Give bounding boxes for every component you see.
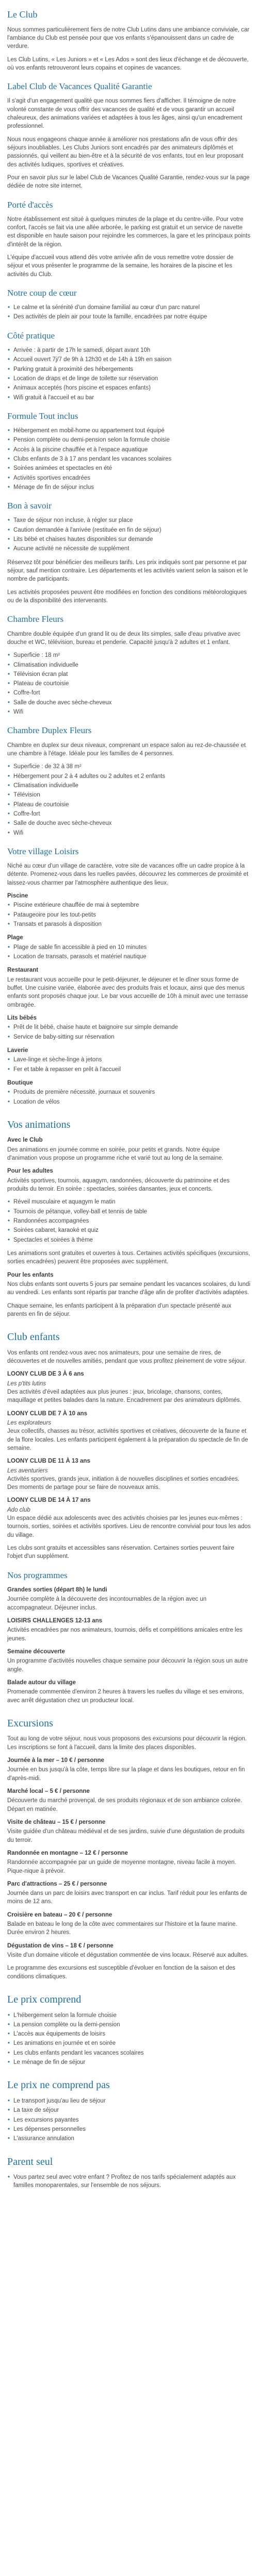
list-item: • Service de baby-sitting sur réservation: [7, 1033, 251, 1041]
prix-title: Le prix comprend: [7, 1994, 82, 2006]
club3-p: Activités sportives, grands jeux, initiation à de nouvelles disciplines et sorties encadrées. Des moments de partage pour se faire de nouveaux amis.: [7, 1476, 240, 1491]
animations-p3: Les animations sont gratuites et ouvertes à tous. Certaines activités spécifiques (excursions, sorties encadrées) peuvent être proposées avec supplément.: [7, 1250, 250, 1265]
prix-list: [7, 2011, 251, 2067]
pratique-title: Côté pratique: [7, 330, 55, 341]
programme-p2: Activités encadrées par nos animateurs, tournois, défis et compétitions amicales entre les jeunes.: [7, 1627, 243, 1642]
clubs-footer: Les clubs sont gratuits et accessibles sans réservation. Certaines sorties peuvent faire l'objet d'un supplément.: [7, 1545, 234, 1560]
chambre-fleurs-list: [7, 651, 251, 716]
excursions-title: Excursions: [7, 1717, 53, 1729]
chambre-duplex-list: [7, 762, 251, 837]
bonasavoir-list: [7, 516, 251, 553]
village-list-laverie: [7, 1056, 251, 1074]
excursion5-title: Parc d'attractions – 25 € / personne: [7, 1880, 107, 1887]
excursion6-p: Balade en bateau le long de la côte avec commentaires sur l'histoire et la faune marine. Durée environ 2 heures.: [7, 1921, 237, 1936]
list-item: • Lits bébé et chaises hautes disponibles sur demande: [7, 535, 251, 544]
list-item: • Ménage de fin de séjour inclus: [7, 483, 251, 492]
list-item: • Salle de douche avec sèche-cheveux: [7, 699, 251, 707]
offre-title: Notre coup de cœur: [7, 288, 77, 298]
list-item: • Le transport jusqu'au lieu de séjour: [7, 2097, 251, 2105]
club3-sub: Les aventuriers: [7, 1467, 48, 1474]
animations-title: Vos animations: [7, 1118, 71, 1130]
village-sub-lits: Lits bébés: [7, 1014, 37, 1021]
programme-sub4: Balade autour du village: [7, 1679, 76, 1686]
list-item: • Les dépenses personnelles: [7, 2125, 251, 2133]
animations-p1: Des animations en journée comme en soirée, pour petits et grands. Notre équipe d'animation vous propose un programme riche et varié tout au long de la semaine.: [7, 1146, 223, 1161]
animations-sub2: Pour les adultes: [7, 1168, 53, 1175]
list-item: • Le ménage de fin de séjour: [7, 2058, 251, 2066]
excursion3-p: Visite guidée d'un château médiéval et de ses jardins, suivie d'une dégustation de produits du terroir.: [7, 1828, 245, 1843]
excursion1-p: Journée en bus jusqu'à la côte, temps libre sur la plage et dans les boutiques, retour en fin d'après-midi.: [7, 1767, 245, 1782]
club3-title: LOONY CLUB DE 11 À 13 ans: [7, 1458, 90, 1465]
programme-sub2: LOISIRS CHALLENGES 12-13 ans: [7, 1617, 103, 1624]
club2-title: LOONY CLUB DE 7 À 10 ans: [7, 1410, 88, 1417]
offre-list: [7, 303, 251, 321]
porte-title: Porté d'accès: [7, 199, 53, 210]
list-item: • Accès à la piscine chauffée et à l'espace aquatique: [7, 446, 251, 454]
list-item: • Télévision écran plat: [7, 670, 251, 679]
excursion2-title: Marché local – 5 € / personne: [7, 1788, 90, 1794]
excursion4-p: Randonnée accompagnée par un guide de moyenne montagne, niveau facile à moyen. Pique-nique à prévoir.: [7, 1859, 236, 1874]
list-item: • Vous partez seul avec votre enfant ? Profitez de nos tarifs spécialement adaptés aux familles monoparentales, sur l'ensemble de nos séjours.: [7, 2173, 251, 2190]
programme-sub1: Grandes sorties (départ 8h) le lundi: [7, 1586, 107, 1593]
list-item: • Wifi gratuit à l'accueil et au bar: [7, 394, 251, 402]
list-item: • Les animations en journée et en soirée: [7, 2039, 251, 2047]
list-item: • Le calme et la sérénité d'un domaine familial au cœur d'un parc naturel: [7, 303, 251, 312]
list-item: • Produits de première nécessité, journaux et souvenirs: [7, 1088, 251, 1096]
club2-p: Jeux collectifs, chasses au trésor, activités sportives et créatives, découverte de la faune et de la flore locales. Les enfants participent également à la préparation du spectacle de fin de semaine.: [7, 1428, 248, 1451]
excursion5-p: Journée dans un parc de loisirs avec transport en car inclus. Tarif réduit pour les enfants de moins de 12 ans.: [7, 1890, 247, 1905]
label-p1: Il s'agit d'un engagement qualité que nous sommes fiers d'afficher. Il témoigne de notre volonté constante de vous offrir des vacances de qualité et de vous garantir un accueil chaleureux, des animations variées et adaptées à tous les âges, ainsi qu'un encadrement professionnel.: [7, 98, 243, 130]
excursion6-title: Croisière en bateau – 20 € / personne: [7, 1911, 112, 1918]
list-item: • Superficie : 18 m²: [7, 651, 251, 659]
list-item: • Aucune activité ne nécessite de supplément: [7, 545, 251, 553]
list-item: • Soirées animées et spectacles en été: [7, 464, 251, 472]
porte-p1: Notre établissement est situé à quelques minutes de la plage et du centre-ville. Pour votre confort, l'accès se fait via une allée arborée, le parking est gratuit et un service de navette est disponible en haute saison pour rejoindre les commerces, la gare et les principaux points d'intérêt de la région.: [7, 216, 251, 248]
programme-p3: Un programme d'activités nouvelles chaque semaine pour découvrir la région sous un autre angle.: [7, 1658, 248, 1673]
list-item: • Réveil musculaire et aquagym le matin: [7, 1198, 251, 1206]
list-item: • Randonnées accompagnées: [7, 1217, 251, 1225]
excursions-intro: Tout au long de votre séjour, nous vous proposons des excursions pour découvrir la région. Les inscriptions se font à l'accueil, dans la limite des places disponibles.: [7, 1736, 247, 1751]
list-item: • Transats et parasols à disposition: [7, 920, 251, 928]
chambre-fleurs-p: Chambre double équipée d'un grand lit ou de deux lits simples, salle d'eau privative avec douche et WC, télévision, bureau et penderie. Capacité jusqu'à 2 adultes et 1 enfant.: [7, 631, 240, 646]
animations-sub1: Avec le Club: [7, 1137, 43, 1144]
list-item: • Animaux acceptés (hors piscine et espaces enfants): [7, 384, 251, 392]
village-sub-boutique: Boutique: [7, 1079, 33, 1086]
club4-title: LOONY CLUB DE 14 À 17 ans: [7, 1497, 91, 1504]
list-item: • Plage de sable fin accessible à pied en 10 minutes: [7, 943, 251, 952]
list-item: • Tournois de pétanque, volley-ball et tennis de table: [7, 1208, 251, 1216]
list-item: • Des activités de plein air pour toute la famille, encadrées par notre équipe: [7, 313, 251, 321]
list-item: • Les clubs enfants pendant les vacances scolaires: [7, 2049, 251, 2057]
bonasavoir-p1: Réservez tôt pour bénéficier des meilleurs tarifs. Les prix indiqués sont par personne et par séjour, sauf mention contraire. Les départements et les activités varient selon la saison et le nombre de participants.: [7, 559, 248, 583]
list-item: • Hébergement en mobil-home ou appartement tout équipé: [7, 427, 251, 435]
formule-list: [7, 427, 251, 492]
bonasavoir-p2: Les activités proposées peuvent être modifiées en fonction des conditions météorologiques ou de la disponibilité des intervenants.: [7, 589, 247, 604]
excursion1-title: Journée à la mer – 10 € / personne: [7, 1757, 104, 1764]
list-item: • Arrivée : à partir de 17h le samedi, départ avant 10h: [7, 346, 251, 354]
prix-sans-list: [7, 2097, 251, 2143]
excursion4-title: Randonnée en montagne – 12 € / personne: [7, 1850, 128, 1856]
club2-sub: Les explorateurs: [7, 1419, 52, 1426]
list-item: • Superficie : de 32 à 38 m²: [7, 762, 251, 771]
village-p2: Le restaurant vous accueille pour le petit-déjeuner, le déjeuner et le dîner sous forme de buffet. Une cuisine variée, élaborée avec des produits frais et locaux, ainsi que des menus enfants sont proposés chaque jour. Le bar vous accueille de 10h à minuit avec une terrasse ombragée.: [7, 976, 248, 1008]
village-list-lits: [7, 1023, 251, 1041]
village-p1: Niché au cœur d'un village de caractère, votre site de vacances offre un cadre propice à la détente. Promenez-vous dans les ruelles pavées, découvrez les commerces de proximité et laissez-vous charmer par l'atmosphère authentique des lieux.: [7, 863, 249, 886]
list-item: • Lave-linge et sèche-linge à jetons: [7, 1056, 251, 1064]
list-item: • Soirées cabaret, karaoké et quiz: [7, 1226, 251, 1234]
list-item: • Hébergement pour 2 à 4 adultes ou 2 adultes et 2 enfants: [7, 772, 251, 781]
animations-sub3: Pour les enfants: [7, 1272, 54, 1278]
list-item: • Salle de douche avec sèche-cheveux: [7, 819, 251, 827]
list-item: • Les excursions payantes: [7, 2116, 251, 2124]
list-item: • La pension complète ou la demi-pension: [7, 2021, 251, 2029]
village-sub-piscine: Piscine: [7, 892, 28, 899]
excursion7-title: Dégustation de vins – 18 € / personne: [7, 1942, 114, 1949]
programme-p4: Promenade commentée d'environ 2 heures à travers les ruelles du village et ses environs, avec arrêt dégustation chez un producteur local.: [7, 1689, 244, 1704]
list-item: • Wifi: [7, 829, 251, 837]
intro-title: Le Club: [7, 9, 38, 20]
list-item: • Climatisation individuelle: [7, 782, 251, 790]
list-item: • Location de draps et de linge de toilette sur réservation: [7, 375, 251, 383]
list-item: • Wifi: [7, 708, 251, 716]
list-item: • Clubs enfants de 3 à 17 ans pendant les vacances scolaires: [7, 455, 251, 463]
list-item: • Pataugeoire pour les tout-petits: [7, 911, 251, 919]
animations-list: [7, 1198, 251, 1244]
intro-p2: Les Club Lutins, « Les Juniors » et « Les Ados » sont des lieux d'échange et de découverte, où vos enfants retrouveront leurs copains et copines de vacances.: [7, 56, 249, 71]
list-item: • L'assurance annulation: [7, 2134, 251, 2143]
label-title: Label Club de Vacances Qualité Garantie: [7, 81, 152, 92]
list-item: • Location de transats, parasols et matériel nautique: [7, 953, 251, 961]
programme-title: Nos programmes: [7, 1570, 68, 1580]
list-item: • Caution demandée à l'arrivée (restituée en fin de séjour): [7, 526, 251, 534]
programme-sub3: Semaine découverte: [7, 1648, 65, 1655]
club1-title: LOONY CLUB DE 3 À 6 ans: [7, 1371, 84, 1378]
clubs-p1: Vos enfants ont rendez-vous avec nos animateurs, pour une semaine de rires, de découvertes et de nouvelles amitiés, pendant que vous profitez pleinement de votre séjour.: [7, 1349, 246, 1364]
clubs-title: Club enfants: [7, 1331, 60, 1343]
animations-p5: Chaque semaine, les enfants participent à la préparation d'un spectacle présenté aux parents en fin de séjour.: [7, 1302, 232, 1317]
list-item: • Location de vélos: [7, 1098, 251, 1106]
village-sub-plage: Plage: [7, 935, 23, 941]
village-title: Votre village Loisirs: [7, 846, 79, 856]
list-item: • Plateau de courtoisie: [7, 801, 251, 809]
village-sub-laverie: Laverie: [7, 1047, 28, 1054]
list-item: • L'hébergement selon la formule choisie: [7, 2011, 251, 2020]
village-list-plage: [7, 943, 251, 961]
list-item: • Coffre-fort: [7, 810, 251, 818]
programme-p1: Journée complète à la découverte des incontournables de la région avec un accompagnateur. Déjeuner inclus.: [7, 1596, 207, 1611]
club4-p: Un espace dédié aux adolescents avec des activités choisies par les jeunes eux-mêmes : tournois, sorties, soirées et activités sportives. Lieu de rencontre convivial pour tous les ados du village.: [7, 1515, 251, 1538]
animations-p2: Activités sportives, tournois, aquagym, randonnées, découverte du patrimoine et des produits du terroir. En soirée : spectacles, soirées dansantes, jeux et concerts.: [7, 1177, 230, 1192]
list-item: • Fer et table à repasser en prêt à l'accueil: [7, 1065, 251, 1074]
prix-sans-title: Le prix ne comprend pas: [7, 2079, 110, 2091]
chambre-fleurs-title: Chambre Fleurs: [7, 614, 64, 624]
list-item: • Télévision: [7, 791, 251, 799]
list-item: • Coffre-fort: [7, 689, 251, 697]
club4-sub: Ado club: [7, 1506, 30, 1513]
animations-p4: Nos clubs enfants sont ouverts 5 jours par semaine pendant les vacances scolaires, du lundi au vendredi. Les enfants sont répartis par tranche d'âge afin de profiter d'activités adaptées.: [7, 1281, 251, 1296]
label-p2: Nous nous engageons chaque année à améliorer nos prestations afin de vous offrir des séjours inoubliables. Les Clubs Juniors sont encadrés par des animateurs diplômés et passionnés, qui veillent au bien-être et à la sécurité de vos enfants, tout en leur proposant des activités ludiques, sportives et créatives.: [7, 136, 244, 168]
list-item: • Piscine extérieure chauffée de mai à septembre: [7, 901, 251, 909]
intro-p1: Nous sommes particulièrement fiers de notre Club Lutins dans une ambiance conviviale, car l'ambiance du Club est pensée pour que vos enfants s'épanouissent dans un cadre de verdure.: [7, 26, 250, 50]
list-item: • Taxe de séjour non incluse, à régler sur place: [7, 516, 251, 524]
parent-title: Parent seul: [7, 2156, 53, 2167]
club1-p: Des activités d'éveil adaptées aux plus jeunes : jeux, bricolage, chansons, contes, maquillage et petites balades dans la nature. Encadrement par des animateurs diplômés.: [7, 1388, 241, 1404]
list-item: • Parking gratuit à proximité des hébergements: [7, 365, 251, 374]
label-p3: Pour en savoir plus sur le label Club de Vacances Qualité Garantie, rendez-vous sur la page dédiée de notre site internet.: [7, 174, 250, 190]
porte-p2: L'équipe d'accueil vous attend dès votre arrivée afin de vous remettre votre dossier de séjour et vous présenter le programme de la semaine, les horaires de la piscine et les activités du Club.: [7, 255, 234, 278]
chambre-duplex-title: Chambre Duplex Fleurs: [7, 725, 92, 736]
list-item: • Plateau de courtoisie: [7, 680, 251, 688]
list-item: • Climatisation individuelle: [7, 661, 251, 669]
club1-sub: Les p'tits lutins: [7, 1380, 46, 1387]
formule-title: Formule Tout inclus: [7, 411, 78, 421]
excursion3-title: Visite de château – 15 € / personne: [7, 1819, 106, 1825]
list-item: • La taxe de séjour: [7, 2106, 251, 2114]
list-item: • Accueil ouvert 7j/7 de 9h à 12h30 et de 14h à 19h en saison: [7, 355, 251, 364]
excursions-footer: Le programme des excursions est susceptible d'évoluer en fonction de la saison et des conditions climatiques.: [7, 1965, 236, 1980]
parent-list: [7, 2173, 251, 2190]
village-list-boutique: [7, 1088, 251, 1106]
list-item: • Spectacles et soirées à thème: [7, 1236, 251, 1244]
chambre-duplex-p: Chambre en duplex sur deux niveaux, comprenant un espace salon au rez-de-chaussée et une chambre à l'étage. Idéale pour les familles de 4 personnes.: [7, 742, 246, 757]
excursion2-p: Découverte du marché provençal, de ses produits régionaux et de son ambiance colorée. Départ en matinée.: [7, 1798, 243, 1812]
village-list-piscine: [7, 901, 251, 928]
list-item: • L'accès aux équipements de loisirs: [7, 2030, 251, 2038]
bonasavoir-title: Bon à savoir: [7, 501, 52, 511]
pratique-list: [7, 346, 251, 402]
village-sub-restaurant: Restaurant: [7, 967, 39, 974]
excursion7-p: Visite d'un domaine viticole et dégustation commentée de vins locaux. Réservé aux adultes.: [7, 1952, 249, 1959]
list-item: • Activités sportives encadrées: [7, 474, 251, 482]
list-item: • Pension complète ou demi-pension selon la formule choisie: [7, 436, 251, 444]
list-item: • Prêt de lit bébé, chaise haute et baignoire sur simple demande: [7, 1023, 251, 1031]
